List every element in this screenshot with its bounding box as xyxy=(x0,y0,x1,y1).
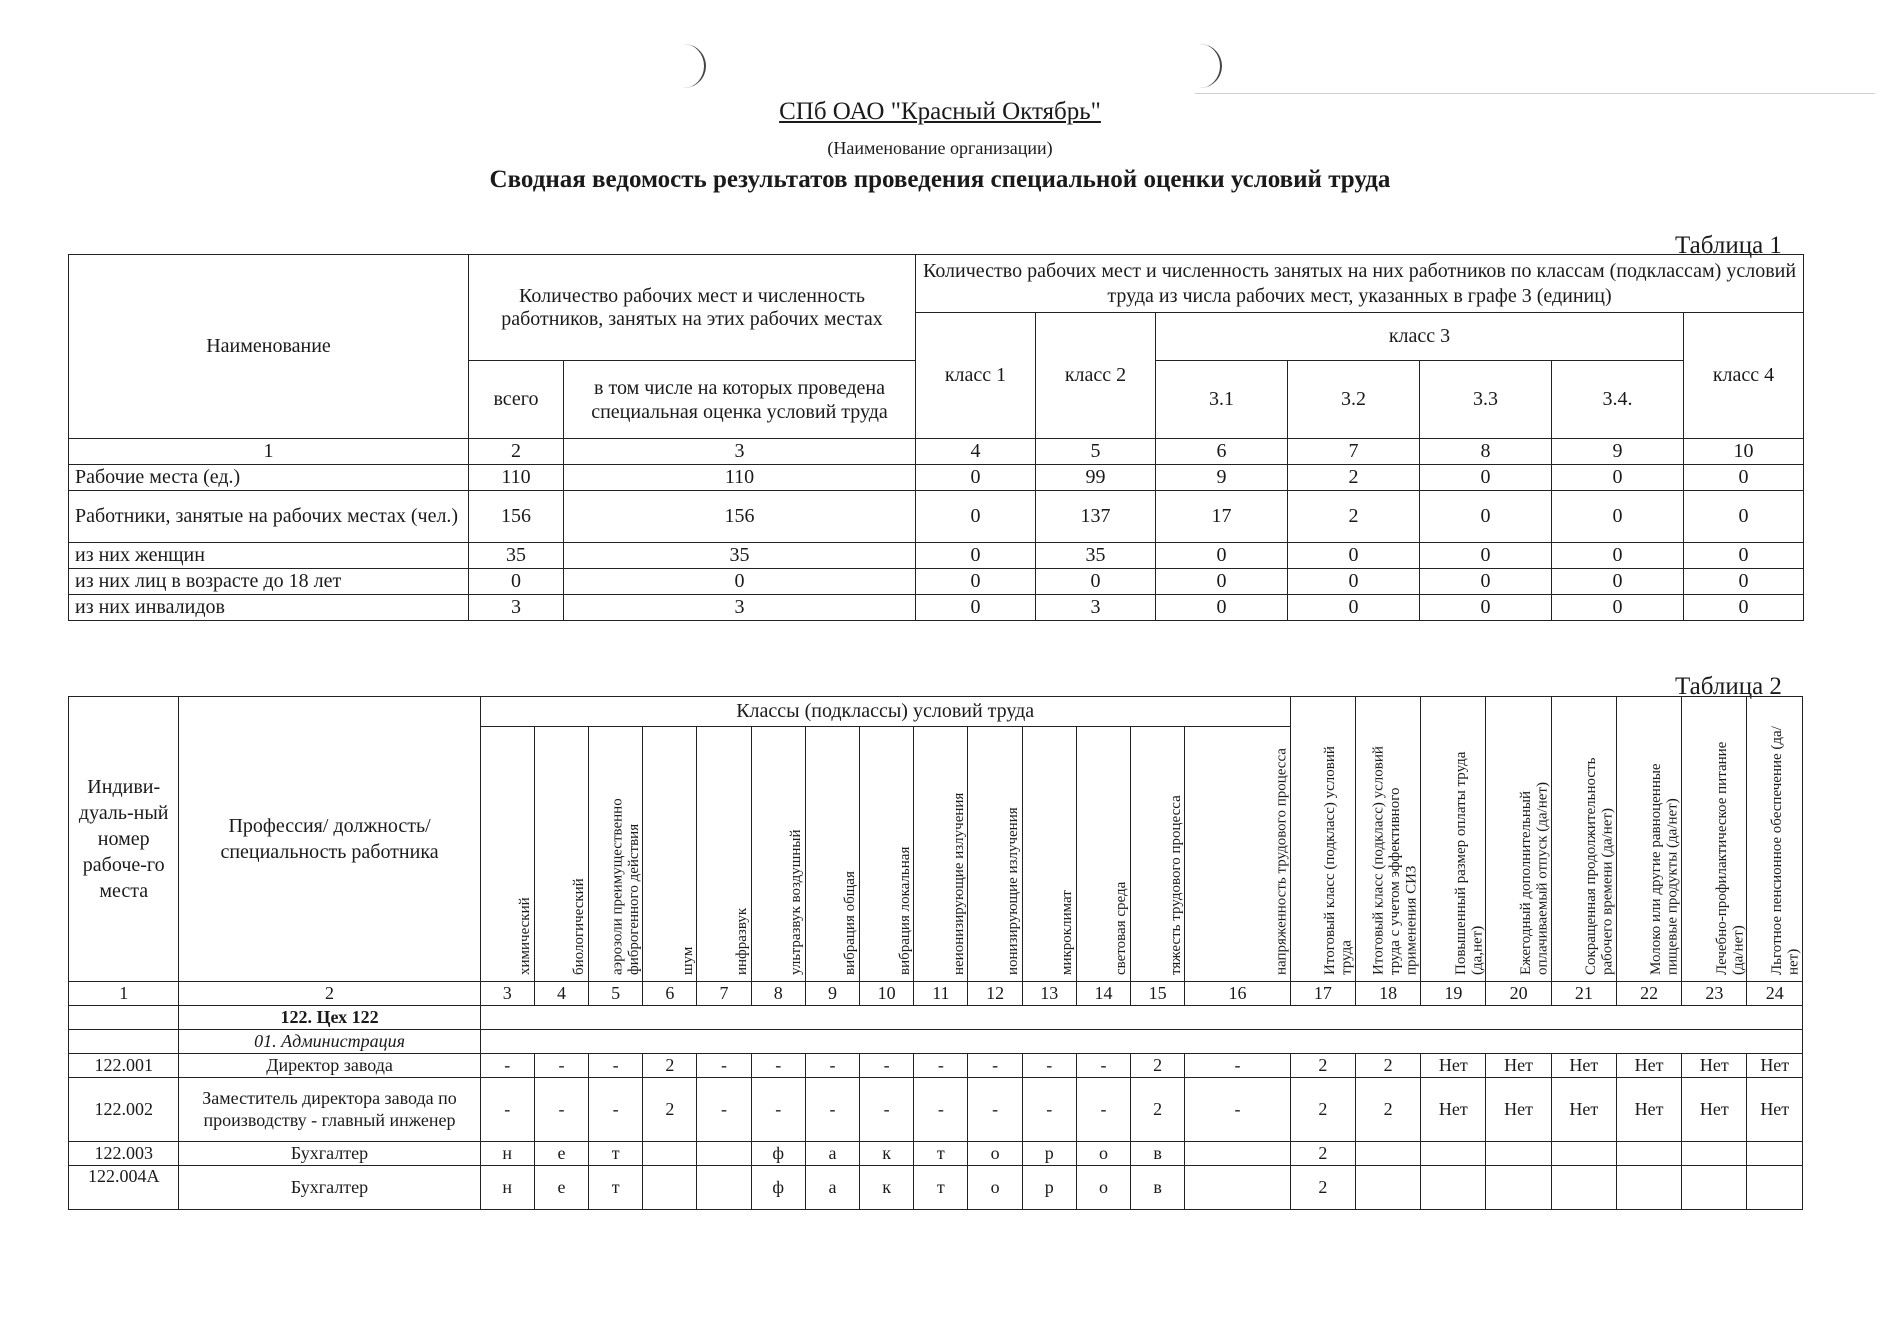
table-cell: 0 xyxy=(916,569,1036,595)
table-cell: Нет xyxy=(1486,1054,1551,1078)
table-cell: 137 xyxy=(1036,491,1156,543)
table-cell: 0 xyxy=(1552,595,1684,621)
col-number: 18 xyxy=(1355,982,1420,1006)
header-extra-leave: Ежегодный дополнительный оплачиваемый отпуск (да/нет) xyxy=(1486,697,1551,982)
table-cell: 0 xyxy=(916,595,1036,621)
col-number: 19 xyxy=(1421,982,1486,1006)
table-cell: ф xyxy=(751,1142,805,1166)
row-label: Работники, занятые на рабочих местах (чел.) xyxy=(69,491,469,543)
column-numbers-row xyxy=(69,982,1803,1006)
table-cell: 0 xyxy=(1420,543,1552,569)
header-milk: Молоко или другие равноценные пищевые продукты (да/нет) xyxy=(1616,697,1681,982)
table-cell: о xyxy=(1076,1166,1130,1210)
profession-name: Бухгалтер xyxy=(179,1142,480,1166)
table-cell: 0 xyxy=(1036,569,1156,595)
profession-name: Бухгалтер xyxy=(179,1166,480,1210)
table-cell: 0 xyxy=(1684,491,1804,543)
header-factor: вибрация локальная xyxy=(860,727,914,982)
table-cell: 0 xyxy=(916,465,1036,491)
table-cell xyxy=(643,1166,697,1210)
table-row xyxy=(69,595,1804,621)
table-cell xyxy=(697,1166,751,1210)
table-cell: 0 xyxy=(469,569,564,595)
table-cell: 2 xyxy=(1290,1166,1355,1210)
header-extra-pay: Повышенный размер оплаты труда (да,нет) xyxy=(1421,697,1486,982)
col-number: 10 xyxy=(1684,439,1804,465)
col-number: 9 xyxy=(1552,439,1684,465)
table-cell: е xyxy=(534,1166,588,1210)
table-cell: р xyxy=(1022,1166,1076,1210)
header-workplace-id: Индиви-дуаль-ный номер рабоче-го места xyxy=(69,697,179,982)
col-number: 15 xyxy=(1131,982,1185,1006)
table-row xyxy=(69,1054,1803,1078)
table-cell: Нет xyxy=(1682,1078,1747,1142)
table-cell: - xyxy=(1022,1054,1076,1078)
table-cell: - xyxy=(697,1054,751,1078)
col-number: 5 xyxy=(1036,439,1156,465)
col-number: 1 xyxy=(69,982,179,1006)
table-cell: 110 xyxy=(564,465,916,491)
header-count-group: Количество рабочих мест и численность работников, занятых на этих рабочих местах xyxy=(469,255,916,361)
col-number: 14 xyxy=(1076,982,1130,1006)
table-cell xyxy=(1486,1142,1551,1166)
table-cell: 2 xyxy=(1288,465,1420,491)
table-cell: - xyxy=(914,1078,968,1142)
header-c33: 3.3 xyxy=(1420,361,1552,439)
table-cell: 2 xyxy=(643,1078,697,1142)
table-row xyxy=(69,543,1804,569)
col-number: 5 xyxy=(589,982,643,1006)
header-factor: шум xyxy=(643,727,697,982)
table-cell xyxy=(1185,1166,1290,1210)
col-number: 13 xyxy=(1022,982,1076,1006)
header-class1: класс 1 xyxy=(916,313,1036,439)
table-cell: 0 xyxy=(1552,491,1684,543)
header-pension: Льготное пенсионное обеспечение (да/нет) xyxy=(1747,697,1803,982)
empty-cell xyxy=(480,1030,1802,1054)
header-total: всего xyxy=(469,361,564,439)
table-cell: 0 xyxy=(916,491,1036,543)
table-cell: а xyxy=(805,1166,859,1210)
col-number: 23 xyxy=(1682,982,1747,1006)
header-factor: аэрозоли преимущественно фиброгенного действия xyxy=(589,727,643,982)
table-row xyxy=(69,1166,1803,1210)
table-cell: 0 xyxy=(1552,543,1684,569)
table-cell: Нет xyxy=(1551,1078,1616,1142)
col-number: 3 xyxy=(564,439,916,465)
table-cell: - xyxy=(589,1054,643,1078)
table-cell: 99 xyxy=(1036,465,1156,491)
table-cell: - xyxy=(805,1054,859,1078)
table-cell: 0 xyxy=(1420,491,1552,543)
table-cell: 17 xyxy=(1156,491,1288,543)
col-number: 20 xyxy=(1486,982,1551,1006)
header-factor: химический xyxy=(480,727,534,982)
col-number: 3 xyxy=(480,982,534,1006)
table2-label: Таблица 2 xyxy=(1675,673,1782,700)
col-number: 7 xyxy=(1288,439,1420,465)
table-row xyxy=(69,491,1804,543)
col-number: 8 xyxy=(751,982,805,1006)
table-cell: т xyxy=(914,1142,968,1166)
table-cell: - xyxy=(480,1078,534,1142)
table-cell: т xyxy=(914,1166,968,1210)
table-cell: Нет xyxy=(1682,1054,1747,1078)
header-factor: тяжесть трудового процесса xyxy=(1131,727,1185,982)
table1-label: Таблица 1 xyxy=(1675,232,1782,259)
col-number: 4 xyxy=(916,439,1036,465)
col-number: 8 xyxy=(1420,439,1552,465)
table-cell: 0 xyxy=(1156,543,1288,569)
row-label: из них женщин xyxy=(69,543,469,569)
col-number: 24 xyxy=(1747,982,1803,1006)
column-numbers-row xyxy=(69,439,1804,465)
table-cell: - xyxy=(1076,1054,1130,1078)
table-cell: - xyxy=(1185,1054,1290,1078)
table-cell: 2 xyxy=(1355,1054,1420,1078)
table-cell: 156 xyxy=(564,491,916,543)
col-number: 2 xyxy=(179,982,480,1006)
table-cell: о xyxy=(968,1166,1022,1210)
workplace-id: 122.002 xyxy=(69,1078,179,1142)
empty-cell xyxy=(69,1006,179,1030)
table-cell xyxy=(1747,1142,1803,1166)
header-factor: напряженность трудового процесса xyxy=(1185,727,1290,982)
header-class4: класс 4 xyxy=(1684,313,1804,439)
col-number: 16 xyxy=(1185,982,1290,1006)
table-cell: о xyxy=(968,1142,1022,1166)
row-label: Рабочие места (ед.) xyxy=(69,465,469,491)
col-number: 21 xyxy=(1551,982,1616,1006)
table-cell: н xyxy=(480,1166,534,1210)
table-cell: Нет xyxy=(1616,1078,1681,1142)
col-number: 10 xyxy=(860,982,914,1006)
table-cell: 2 xyxy=(1290,1142,1355,1166)
workplace-id: 122.003 xyxy=(69,1142,179,1166)
table-cell: - xyxy=(860,1054,914,1078)
col-number: 1 xyxy=(69,439,469,465)
table-cell: 156 xyxy=(469,491,564,543)
section-title: 122. Цех 122 xyxy=(179,1006,480,1030)
profession-name: Директор завода xyxy=(179,1054,480,1078)
header-factor: неионизирующие излучения xyxy=(914,727,968,982)
table-cell: - xyxy=(534,1078,588,1142)
table-cell: Нет xyxy=(1747,1054,1803,1078)
header-factor: световая среда xyxy=(1076,727,1130,982)
table-cell xyxy=(697,1142,751,1166)
table-row xyxy=(69,1078,1803,1142)
workplace-id: 122.004А xyxy=(69,1166,179,1210)
table-cell: - xyxy=(751,1078,805,1142)
header-factor: вибрация общая xyxy=(805,727,859,982)
header-final-class: Итоговый класс (подкласс) условий труда xyxy=(1290,697,1355,982)
table-cell: 0 xyxy=(1420,595,1552,621)
col-number: 7 xyxy=(697,982,751,1006)
table-cell: 2 xyxy=(1131,1054,1185,1078)
table-cell: - xyxy=(914,1054,968,1078)
table-cell: - xyxy=(860,1078,914,1142)
punch-hole-right xyxy=(1196,44,1222,88)
table-cell xyxy=(1421,1142,1486,1166)
table-cell: 35 xyxy=(1036,543,1156,569)
profession-name: Заместитель директора завода по производству - главный инженер xyxy=(179,1078,480,1142)
table-cell: - xyxy=(968,1078,1022,1142)
table-cell: - xyxy=(968,1054,1022,1078)
header-classes-group: Количество рабочих мест и численность занятых на них работников по классам (подклассам) условий труда из числа рабочих мест, указанных в графе 3 (единиц) xyxy=(916,255,1804,313)
empty-cell xyxy=(480,1006,1802,1030)
table-cell: 2 xyxy=(1131,1078,1185,1142)
header-final-class-siz: Итоговый класс (подкласс) условий труда с учетом эффективного применения СИЗ xyxy=(1355,697,1420,982)
table-cell: - xyxy=(697,1078,751,1142)
table-cell: 0 xyxy=(916,543,1036,569)
table-cell: 0 xyxy=(1684,595,1804,621)
table-cell: 35 xyxy=(469,543,564,569)
header-nutrition: Лечебно-профилактическое питание (да/нет) xyxy=(1682,697,1747,982)
table-cell: 0 xyxy=(1288,569,1420,595)
table-cell: 110 xyxy=(469,465,564,491)
row-label: из них лиц в возрасте до 18 лет xyxy=(69,569,469,595)
header-classes-group: Классы (подклассы) условий труда xyxy=(480,697,1290,727)
col-number: 9 xyxy=(805,982,859,1006)
col-number: 12 xyxy=(968,982,1022,1006)
col-number: 17 xyxy=(1290,982,1355,1006)
header-assessed: в том числе на которых проведена специальная оценка условий труда xyxy=(564,361,916,439)
table-cell: Нет xyxy=(1421,1078,1486,1142)
table-cell xyxy=(1486,1166,1551,1210)
table-cell: 0 xyxy=(1156,569,1288,595)
table-cell: 2 xyxy=(643,1054,697,1078)
page-title: Сводная ведомость результатов проведения специальной оценки условий труда xyxy=(489,166,1391,193)
row-label: из них инвалидов xyxy=(69,595,469,621)
workplaces-table xyxy=(68,696,1803,1210)
table-cell: 3 xyxy=(1036,595,1156,621)
table-cell: 0 xyxy=(1288,543,1420,569)
table-cell xyxy=(1551,1166,1616,1210)
header-factor: микроклимат xyxy=(1022,727,1076,982)
col-number: 2 xyxy=(469,439,564,465)
header-factor: биологический xyxy=(534,727,588,982)
table-cell xyxy=(1551,1142,1616,1166)
subsection-title: 01. Администрация xyxy=(179,1030,480,1054)
header-c32: 3.2 xyxy=(1288,361,1420,439)
table-cell: - xyxy=(534,1054,588,1078)
header-class3: класс 3 xyxy=(1156,313,1684,361)
col-number: 22 xyxy=(1616,982,1681,1006)
header-factor: ионизирующие излучения xyxy=(968,727,1022,982)
col-number: 4 xyxy=(534,982,588,1006)
table-cell: - xyxy=(589,1078,643,1142)
col-number: 6 xyxy=(643,982,697,1006)
table-cell xyxy=(1682,1142,1747,1166)
table-cell: - xyxy=(751,1054,805,1078)
header-name: Наименование xyxy=(69,255,469,439)
header-class2: класс 2 xyxy=(1036,313,1156,439)
table-cell: к xyxy=(860,1166,914,1210)
table-cell: а xyxy=(805,1142,859,1166)
table-cell xyxy=(1616,1142,1681,1166)
table-cell: 0 xyxy=(1420,569,1552,595)
header-short-hours: Сокращенная продолжительность рабочего времени (да/нет) xyxy=(1551,697,1616,982)
table-cell: 0 xyxy=(1552,465,1684,491)
table-cell: 2 xyxy=(1290,1078,1355,1142)
table-cell: 3 xyxy=(564,595,916,621)
table-cell: - xyxy=(480,1054,534,1078)
table-cell xyxy=(643,1142,697,1166)
header-c31: 3.1 xyxy=(1156,361,1288,439)
summary-table xyxy=(68,254,1804,621)
table-cell: в xyxy=(1131,1142,1185,1166)
table-cell: Нет xyxy=(1551,1054,1616,1078)
table-cell: - xyxy=(1022,1078,1076,1142)
table-cell: 0 xyxy=(1684,569,1804,595)
table-cell xyxy=(1421,1166,1486,1210)
table-cell: - xyxy=(1076,1078,1130,1142)
table-cell: р xyxy=(1022,1142,1076,1166)
table-cell: 0 xyxy=(1156,595,1288,621)
table-cell: 3 xyxy=(469,595,564,621)
table-row xyxy=(69,569,1804,595)
table-cell: 35 xyxy=(564,543,916,569)
table-cell xyxy=(1747,1166,1803,1210)
workplace-id: 122.001 xyxy=(69,1054,179,1078)
table-cell: Нет xyxy=(1421,1054,1486,1078)
table-cell: 0 xyxy=(1684,465,1804,491)
punch-hole-left xyxy=(680,44,706,88)
table-cell xyxy=(1616,1166,1681,1210)
organization-name: СПб ОАО "Красный Октябрь" xyxy=(779,98,1101,125)
table-cell: е xyxy=(534,1142,588,1166)
table-cell: - xyxy=(1185,1078,1290,1142)
table-cell: - xyxy=(805,1078,859,1142)
table-cell: 2 xyxy=(1288,491,1420,543)
table-cell: к xyxy=(860,1142,914,1166)
divider xyxy=(1195,93,1875,94)
table-cell: 9 xyxy=(1156,465,1288,491)
header-c34: 3.4. xyxy=(1552,361,1684,439)
table-cell: 2 xyxy=(1290,1054,1355,1078)
header-factor: ультразвук воздушный xyxy=(751,727,805,982)
col-number: 6 xyxy=(1156,439,1288,465)
table-cell: 0 xyxy=(1288,595,1420,621)
table-cell xyxy=(1355,1166,1420,1210)
header-factor: инфразвук xyxy=(697,727,751,982)
table-cell: Нет xyxy=(1486,1078,1551,1142)
table-cell: т xyxy=(589,1166,643,1210)
table-cell xyxy=(1355,1142,1420,1166)
table-cell: ф xyxy=(751,1166,805,1210)
table-cell: в xyxy=(1131,1166,1185,1210)
organization-caption: (Наименование организации) xyxy=(827,138,1053,158)
table-cell: о xyxy=(1076,1142,1130,1166)
table-cell: 0 xyxy=(1552,569,1684,595)
table-row xyxy=(69,465,1804,491)
table-cell: Нет xyxy=(1747,1078,1803,1142)
table-cell xyxy=(1185,1142,1290,1166)
table-cell: 2 xyxy=(1355,1078,1420,1142)
table-cell: Нет xyxy=(1616,1054,1681,1078)
header-profession: Профессия/ должность/ специальность работника xyxy=(179,697,480,982)
empty-cell xyxy=(69,1030,179,1054)
col-number: 11 xyxy=(914,982,968,1006)
table-cell xyxy=(1682,1166,1747,1210)
table-row xyxy=(69,1142,1803,1166)
table-cell: н xyxy=(480,1142,534,1166)
table-cell: 0 xyxy=(1420,465,1552,491)
table-cell: 0 xyxy=(1684,543,1804,569)
table-cell: 0 xyxy=(564,569,916,595)
table-cell: т xyxy=(589,1142,643,1166)
